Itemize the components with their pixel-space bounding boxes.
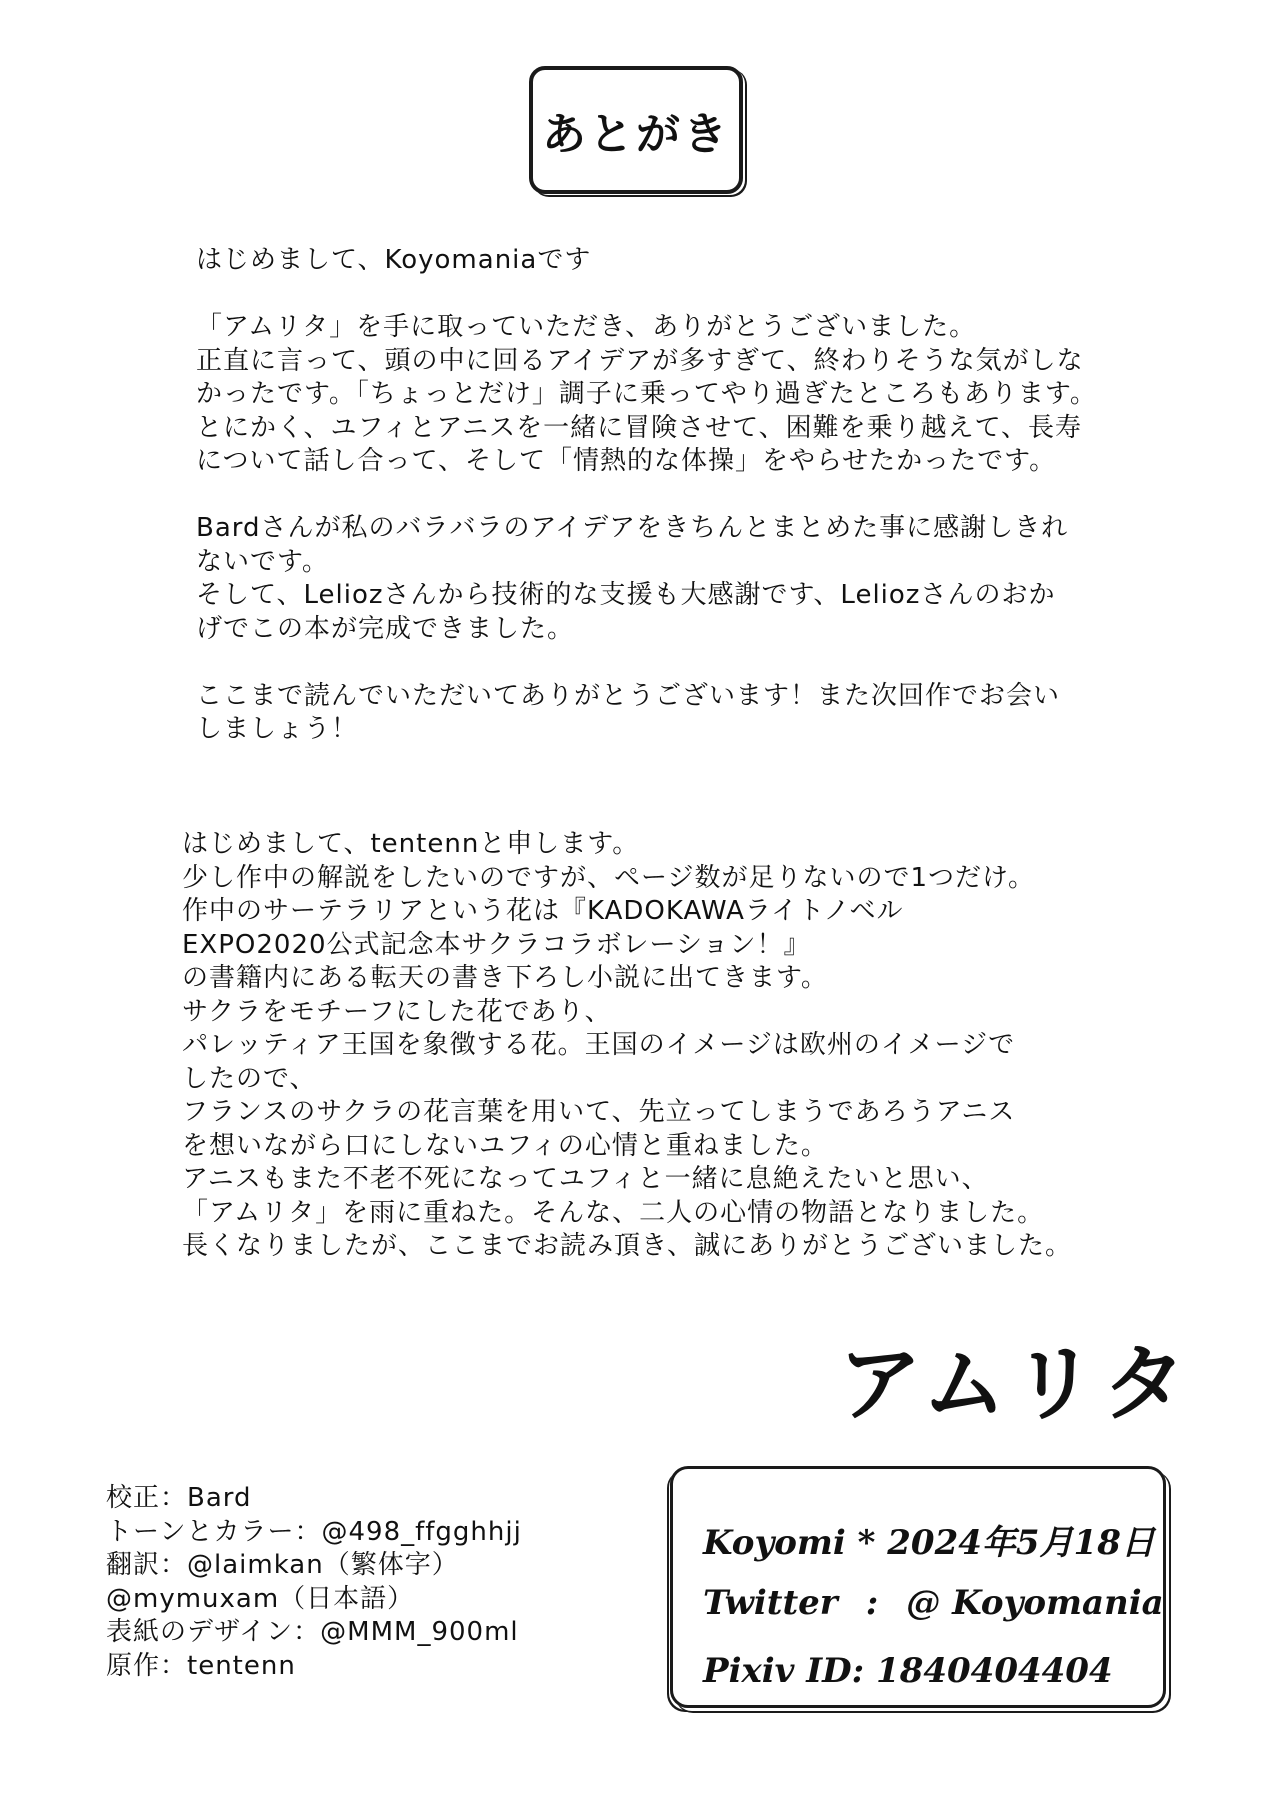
paragraph-line: EXPO2020公式記念本サクラコラボレーション！』 [182, 929, 811, 960]
paragraph-line: パレッティア王国を象徴する花。王国のイメージは欧州のイメージで [182, 1030, 1016, 1060]
credit-line: 表紙のデザイン：@MMM_900ml [106, 1617, 519, 1647]
paragraph-gap [196, 646, 1097, 680]
credit-line: 原作：tentenn [106, 1650, 296, 1681]
colophon-box [670, 1466, 1166, 1708]
twitter-handle: @ Koyomania [906, 1583, 1164, 1623]
twitter-line [703, 1583, 1164, 1623]
credit-line: トーンとカラー：@498_ffgghhjj [106, 1516, 522, 1547]
paragraph-line: しましょう！ [196, 714, 359, 744]
credit-line: @mymuxam（日本語） [106, 1583, 415, 1614]
paragraph-line: はじめまして、tentennと申します。 [182, 829, 640, 859]
paragraph-gap [196, 278, 1097, 312]
pixiv-id: Pixiv ID: 1840404404 [703, 1651, 1113, 1691]
publication-date: Koyomi * 2024年5月18日 [703, 1523, 1155, 1563]
credits-list [106, 1482, 522, 1683]
paragraph-line: アニスもまた不老不死になってユフィと一緒に息絶えたいと思い、 [182, 1164, 989, 1194]
paragraph-line: かったです。「ちょっとだけ」調子に乗ってやり過ぎたところもあります。 [196, 379, 1097, 409]
twitter-separator: : [865, 1583, 879, 1623]
paragraph-line: を想いながら口にしないユフィの心情と重ねました。 [182, 1130, 828, 1161]
paragraph-line: 少し作中の解説をしたいのですが、ページ数が足りないので1つだけ。 [182, 862, 1035, 893]
paragraph-line: の書籍内にある転天の書き下ろし小説に出てきます。 [182, 963, 828, 993]
paragraph-line: そして、Leliozさんから技術的な支援も大感謝です、Leliozさんのおか [196, 580, 1056, 610]
twitter-label: Twitter [703, 1583, 838, 1623]
paragraph-line: ここまで読んでいただいてありがとうございます！また次回作でお会い [196, 680, 1061, 711]
paragraph-gap [196, 479, 1097, 513]
credit-line: 校正：Bard [106, 1483, 252, 1513]
paragraph-line: 正直に言って、頭の中に回るアイデアが多すぎて、終わりそうな気がしな [196, 345, 1084, 376]
paragraph-line: はじめまして、Koyomaniaです [196, 245, 592, 275]
title-frame [529, 66, 743, 194]
book-title: アムリタ [838, 1335, 1193, 1433]
page-title: あとがき [542, 109, 730, 160]
paragraph-line: Bardさんが私のバラバラのアイデアをきちんとまとめた事に感謝しきれ [196, 513, 1069, 543]
credit-line: 翻訳：@laimkan（繁体字） [106, 1550, 459, 1580]
paragraph-line: ないです。 [196, 546, 329, 577]
afterword-koyomi [196, 244, 1097, 747]
paragraph-line: げでこの本が完成できました。 [196, 613, 575, 644]
paragraph-line: について話し合って、そして「情熱的な体操」をやらせたかったです。 [196, 446, 1057, 476]
paragraph-line: 長くなりましたが、ここまでお読み頂き、誠にありがとうございました。 [182, 1231, 1072, 1261]
paragraph-line: 「アムリタ」を手に取っていただき、ありがとうございました。 [196, 312, 977, 342]
paragraph-line: 「アムリタ」を雨に重ねた。そんな、二人の心情の物語となりました。 [182, 1197, 1045, 1228]
paragraph-line: とにかく、ユフィとアニスを一緒に冒険させて、困難を乗り越えて、長寿 [196, 412, 1083, 443]
paragraph-line: サクラをモチーフにした花であり、 [182, 996, 612, 1027]
paragraph-line: フランスのサクラの花言葉を用いて、先立ってしまうであろうアニス [182, 1097, 1016, 1127]
afterword-tentenn [182, 828, 1072, 1264]
paragraph-line: 作中のサーテラリアという花は『KADOKAWAライトノベル [182, 896, 904, 926]
paragraph-line: したので、 [182, 1063, 317, 1094]
